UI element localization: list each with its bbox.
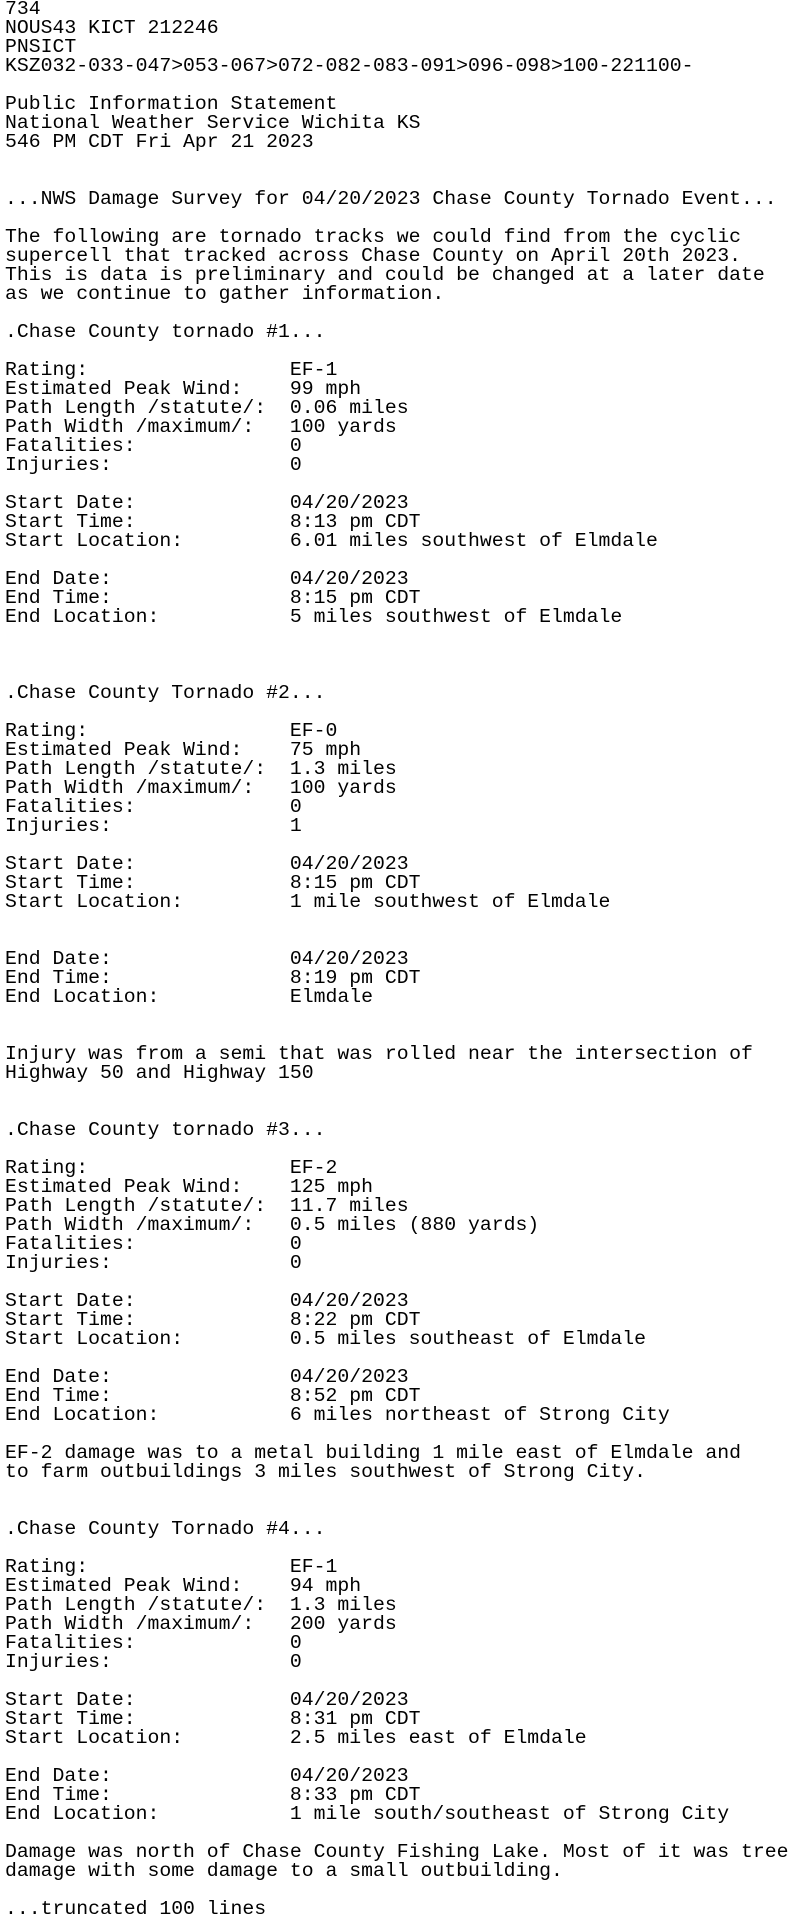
text-line: The following are tornado tracks we could find from the cyclic — [5, 226, 741, 248]
text-line: Estimated Peak Wind: 75 mph — [5, 739, 362, 761]
text-line: Highway 50 and Highway 150 — [5, 1062, 314, 1084]
text-line: .Chase County tornado #3... — [5, 1119, 326, 1141]
text-line: End Location: 6 miles northeast of Strong City — [5, 1404, 670, 1426]
text-line: Start Time: 8:31 pm CDT — [5, 1708, 421, 1730]
text-line: Path Length /statute/: 1.3 miles — [5, 1594, 397, 1616]
text-line: Public Information Statement — [5, 93, 338, 115]
text-line: damage with some damage to a small outbuilding. — [5, 1860, 563, 1882]
text-line — [5, 1083, 788, 1102]
text-line: Start Location: 6.01 miles southwest of Elmdale — [5, 530, 658, 552]
text-line: Estimated Peak Wind: 94 mph — [5, 1575, 362, 1597]
text-line: Start Time: 8:15 pm CDT — [5, 872, 421, 894]
text-line: Start Date: 04/20/2023 — [5, 853, 409, 875]
text-line: Start Location: 2.5 miles east of Elmdale — [5, 1727, 587, 1749]
text-line — [5, 1007, 788, 1026]
text-line: Fatalities: 0 — [5, 1233, 302, 1255]
text-line: Injuries: 0 — [5, 1252, 302, 1274]
text-line: Fatalities: 0 — [5, 435, 302, 457]
text-line: Path Length /statute/: 1.3 miles — [5, 758, 397, 780]
text-line: End Date: 04/20/2023 — [5, 1366, 409, 1388]
text-line: .Chase County Tornado #4... — [5, 1518, 326, 1540]
text-line: End Location: Elmdale — [5, 986, 373, 1008]
text-line: PNSICT — [5, 36, 77, 58]
text-line: Estimated Peak Wind: 99 mph — [5, 378, 362, 400]
text-line: Estimated Peak Wind: 125 mph — [5, 1176, 373, 1198]
text-line: Start Date: 04/20/2023 — [5, 492, 409, 514]
text-line: Fatalities: 0 — [5, 1632, 302, 1654]
text-line: 734 — [5, 0, 41, 20]
text-line: Injuries: 0 — [5, 1651, 302, 1673]
text-line: Damage was north of Chase County Fishing Lake. Most of it was tree — [5, 1841, 789, 1863]
text-line — [5, 646, 788, 665]
text-line: 546 PM CDT Fri Apr 21 2023 — [5, 131, 314, 153]
text-line: KSZ032-033-047>053-067>072-082-083-091>096-098>100-221100- — [5, 55, 694, 77]
text-line: End Time: 8:19 pm CDT — [5, 967, 421, 989]
text-line: ...NWS Damage Survey for 04/20/2023 Chase County Tornado Event... — [5, 188, 777, 210]
text-line: Rating: EF-0 — [5, 720, 338, 742]
text-line: Fatalities: 0 — [5, 796, 302, 818]
text-line — [5, 152, 788, 171]
text-line: Rating: EF-2 — [5, 1157, 338, 1179]
text-line: .Chase County tornado #1... — [5, 321, 326, 343]
text-line — [5, 912, 788, 931]
text-line: Start Location: 0.5 miles southeast of Elmdale — [5, 1328, 647, 1350]
text-line: Path Length /statute/: 11.7 miles — [5, 1195, 409, 1217]
text-line: Injury was from a semi that was rolled near the intersection of — [5, 1043, 753, 1065]
text-line: Path Width /maximum/: 200 yards — [5, 1613, 397, 1635]
text-line: End Date: 04/20/2023 — [5, 1765, 409, 1787]
text-line: Path Width /maximum/: 0.5 miles (880 yards) — [5, 1214, 540, 1236]
text-line: National Weather Service Wichita KS — [5, 112, 421, 134]
text-line: NOUS43 KICT 212246 — [5, 17, 219, 39]
text-line: supercell that tracked across Chase County on April 20th 2023. — [5, 245, 741, 267]
text-line: Start Location: 1 mile southwest of Elmdale — [5, 891, 611, 913]
text-line: Start Date: 04/20/2023 — [5, 1689, 409, 1711]
text-line: End Location: 1 mile south/southeast of Strong City — [5, 1803, 730, 1825]
text-line: Start Time: 8:13 pm CDT — [5, 511, 421, 533]
text-line — [5, 1482, 788, 1501]
text-line: Rating: EF-1 — [5, 1556, 338, 1578]
text-line: Start Date: 04/20/2023 — [5, 1290, 409, 1312]
text-line: Path Length /statute/: 0.06 miles — [5, 397, 409, 419]
text-line: End Time: 8:15 pm CDT — [5, 587, 421, 609]
text-line: Start Time: 8:22 pm CDT — [5, 1309, 421, 1331]
text-line: to farm outbuildings 3 miles southwest of Strong City. — [5, 1461, 647, 1483]
bulletin-text — [5, 0, 788, 1919]
text-line: Path Width /maximum/: 100 yards — [5, 416, 397, 438]
text-line: .Chase County Tornado #2... — [5, 682, 326, 704]
text-line: Path Width /maximum/: 100 yards — [5, 777, 397, 799]
text-line: End Location: 5 miles southwest of Elmdale — [5, 606, 623, 628]
text-line — [5, 627, 788, 646]
text-line: ...truncated 100 lines — [5, 1898, 267, 1920]
text-line: EF-2 damage was to a metal building 1 mile east of Elmdale and — [5, 1442, 741, 1464]
text-line: Rating: EF-1 — [5, 359, 338, 381]
text-line: This is data is preliminary and could be changed at a later date — [5, 264, 765, 286]
text-line: End Date: 04/20/2023 — [5, 568, 409, 590]
text-line: Injuries: 0 — [5, 454, 302, 476]
text-line: Injuries: 1 — [5, 815, 302, 837]
text-line: End Date: 04/20/2023 — [5, 948, 409, 970]
text-line: End Time: 8:33 pm CDT — [5, 1784, 421, 1806]
text-line: End Time: 8:52 pm CDT — [5, 1385, 421, 1407]
text-line: as we continue to gather information. — [5, 283, 445, 305]
